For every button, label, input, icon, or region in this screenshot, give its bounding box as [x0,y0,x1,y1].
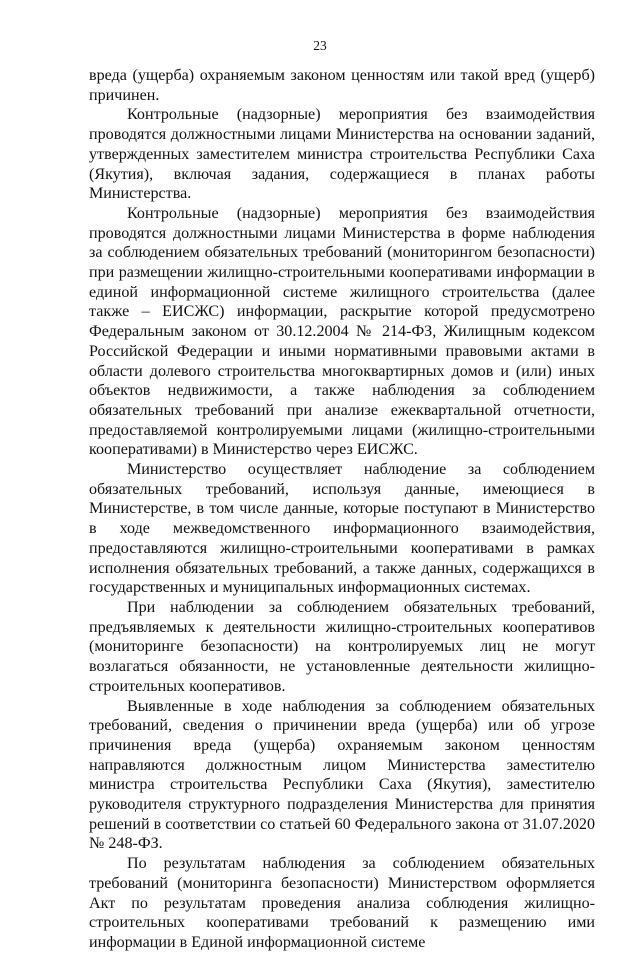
paragraph: Министерство осуществляет наблюдение за соблюдением обязательных требований, используя данные, имеющиеся в Министерстве, в том числе данные, которые поступают в Министерство в ходе межведомственного информационного взаимодействия, предоставляются жилищно-строительными кооперативами в рамках исполнения обязательных требований, а также данных, содержащихся в государственных и муниципальных информационных системах. [89,461,595,597]
document-body [89,66,595,953]
paragraph-continuation: вреда (ущерба) охраняемым законом ценностям или такой вред (ущерб) причинен. [89,67,595,104]
paragraph: Контрольные (надзорные) мероприятия без взаимодействия проводятся должностными лицами Министерства на основании заданий, утвержденных заместителем министра строительства Республики Саха (Якутия), включая задания, содержащиеся в планах работы Министерства. [89,106,595,203]
paragraph: При наблюдении за соблюдением обязательных требований, предъявляемых к деятельности жилищно-строительных кооперативов (мониторинге безопасности) на контролируемых лиц не могут возлагаться обязанности, не установленные деятельности жилищно-строительных кооперативов. [89,598,595,695]
paragraph: Выявленные в ходе наблюдения за соблюдением обязательных требований, сведения о причинении вреда (ущерба) или об угрозе причинения вреда (ущерба) охраняемым законом ценностям направляются должностным лицом Министерства заместителю министра строительства Республики Саха (Якутия), заместителю руководителя структурного подразделения Министерства для принятия решений в соответствии со статьей 60 Федерального закона от 31.07.2020 № 248-ФЗ. [89,697,596,853]
page-number: 23 [313,38,327,53]
paragraph: Контрольные (надзорные) мероприятия без взаимодействия проводятся должностными лицами Министерства в форме наблюдения за соблюдением обязательных требований (мониторингом безопасности) при размещении жилищно-строительными кооперативами информации в единой информационной системе жилищного строительства (далее также – ЕИСЖС) информации, раскрытие которой предусмотрено Федеральным законом от 30.12.2004 № 214-ФЗ, Жилищным кодексом Российской Федерации и иными нормативными правовыми актами в области долевого строительства многоквартирных домов и (или) иных объектов недвижимости, а также наблюдения за соблюдением обязательных требований при анализе ежеквартальной отчетности, предоставляемой контролируемыми лицами (жилищно-строительными кооперативами) в Министерство через ЕИСЖС. [89,204,595,459]
paragraph: По результатам наблюдения за соблюдением обязательных требований (мониторинга безопасности) Министерством оформляется Акт по результатам проведения анализа соблюдения жилищно-строительных кооперативами требований к размещению ими информации в Единой информационной системе [89,855,595,951]
